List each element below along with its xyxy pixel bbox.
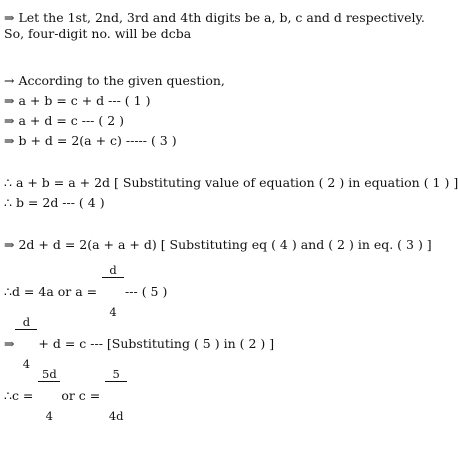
fraction-5-over-4d xyxy=(105,340,127,451)
implies-symbol: ⇒ xyxy=(4,335,15,351)
therefore-symbol: ∴ xyxy=(4,387,12,403)
equation-1 xyxy=(4,93,150,109)
given-heading-text: According to the given question, xyxy=(18,73,225,88)
implies-symbol: ⇒ xyxy=(4,133,15,148)
therefore-symbol: ∴ xyxy=(4,175,12,190)
fraction-numerator: 5 xyxy=(105,368,127,382)
step1-text-1: a + b = a + 2d [ Substituting value of equation ( 2 ) in equation ( 1 ) ] xyxy=(15,175,458,190)
equation-2 xyxy=(4,113,124,129)
therefore-symbol: ∴ xyxy=(4,195,12,210)
step5-line xyxy=(4,366,128,423)
fraction-denominator: 4d xyxy=(108,408,124,423)
therefore-symbol: ∴ xyxy=(4,283,12,299)
step3-post: --- ( 5 ) xyxy=(125,283,168,299)
fraction-numerator: d xyxy=(102,264,124,278)
intro-text-2: So, four-digit no. will be dcba xyxy=(4,26,192,41)
equation-3 xyxy=(4,133,177,149)
step4-post: + d = c --- [Substituting ( 5 ) in ( 2 ) ] xyxy=(38,335,275,351)
implies-symbol: ⇒ xyxy=(4,10,15,25)
step1-text-2: b = 2d --- ( 4 ) xyxy=(15,195,105,210)
step5-mid: or c = xyxy=(61,387,105,403)
implies-symbol: ⇒ xyxy=(4,237,15,252)
given-heading xyxy=(4,73,225,89)
equation-2-text: a + d = c --- ( 2 ) xyxy=(18,113,125,128)
step2-text: 2d + d = 2(a + a + d) [ Substituting eq ( 4 ) and ( 2 ) in eq. ( 3 ) ] xyxy=(18,237,432,252)
intro-line-1 xyxy=(4,10,425,26)
equation-3-text: b + d = 2(a + c) ----- ( 3 ) xyxy=(18,133,177,148)
fraction-5d-over-4 xyxy=(38,340,60,451)
fraction-numerator: d xyxy=(15,316,37,330)
fraction-denominator: 4 xyxy=(22,356,31,371)
fraction-numerator: 5d xyxy=(38,368,60,382)
step5-pre: c = xyxy=(11,387,38,403)
step1-line-1 xyxy=(4,175,458,191)
intro-line-2 xyxy=(4,26,191,42)
step3-pre: d = 4a or a = xyxy=(11,283,102,299)
step2-line xyxy=(4,237,432,253)
intro-text-1: Let the 1st, 2nd, 3rd and 4th digits be a, b, c and d respectively. xyxy=(18,10,425,25)
implies-symbol: ⇒ xyxy=(4,113,15,128)
step1-line-2 xyxy=(4,195,105,211)
arrow-symbol: → xyxy=(4,73,15,88)
equation-1-text: a + b = c + d --- ( 1 ) xyxy=(18,93,151,108)
implies-symbol: ⇒ xyxy=(4,93,15,108)
fraction-denominator: 4 xyxy=(45,408,53,423)
fraction-denominator: 4 xyxy=(109,304,117,319)
